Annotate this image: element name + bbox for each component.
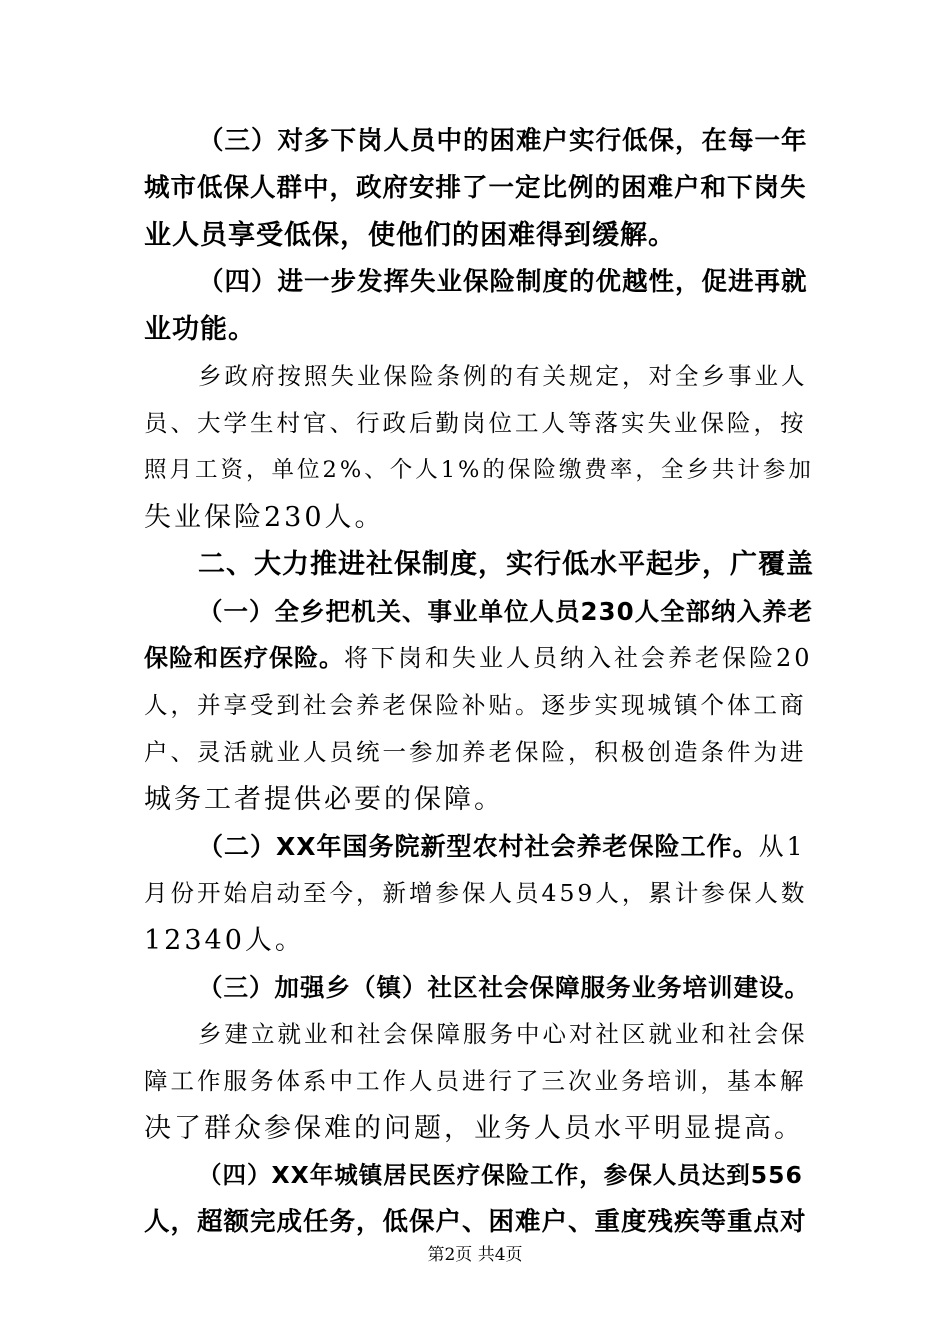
paragraph-line: 乡政府按照失业保险条例的有关规定，对全乡事业人 (198, 362, 808, 390)
paragraph-line: （四）进一步发挥失业保险制度的优越性，促进再就 (198, 267, 808, 297)
paragraph-bold-segment: （二）XX年国务院新型农村社会养老保险工作。 (198, 832, 759, 861)
paragraph-line: 照月工资，单位2%、个人1%的保险缴费率，全乡共计参加 (144, 457, 814, 483)
paragraph-line: 决了群众参保难的问题，业务人员水平明显提高。 (144, 1113, 804, 1144)
page-number-footer: 第2页 共4页 (427, 1245, 523, 1265)
paragraph-line: （一）全乡把机关、事业单位人员230人全部纳入养老 (198, 597, 814, 626)
paragraph-line: 月份开始启动至今，新增参保人员459人，累计参保人数 (144, 879, 808, 907)
paragraph-plain-segment: 将下岗和失业人员纳入社会养老保险20 (344, 644, 813, 672)
document-body (144, 118, 814, 1246)
paragraph-line: （三）加强乡（镇）社区社会保障服务业务培训建设。 (198, 973, 810, 1002)
paragraph-line: 城市低保人群中，政府安排了一定比例的困难户和下岗失 (144, 173, 807, 203)
paragraph-plain-segment: 从1 (758, 832, 806, 861)
paragraph-line: 业功能。 (144, 314, 256, 345)
paragraph-line: 城务工者提供必要的保障。 (144, 784, 504, 815)
paragraph-line: 12340人。 (144, 925, 305, 956)
paragraph-line: 人，超额完成任务，低保户、困难户、重度残疾等重点对 (144, 1207, 807, 1237)
paragraph-line (144, 635, 814, 682)
paragraph-bold-segment: 保险和医疗保险。 (144, 644, 344, 672)
paragraph-line: 员、大学生村官、行政后勤岗位工人等落实失业保险，按 (144, 409, 807, 437)
paragraph-line: 业人员享受低保，使他们的困难得到缓解。 (144, 220, 676, 251)
paragraph-line: （三）对多下岗人员中的困难户实行低保，在每一年 (198, 126, 808, 156)
paragraph-line: 障工作服务体系中工作人员进行了三次业务培训，基本解 (144, 1067, 807, 1095)
paragraph-line: 人，并享受到社会养老保险补贴。逐步实现城镇个体工商 (144, 691, 807, 719)
paragraph-line: （四）XX年城镇居民医疗保险工作，参保人员达到556 (198, 1161, 803, 1189)
paragraph-line: 失业保险230人。 (144, 502, 385, 533)
paragraph-line: 乡建立就业和社会保障服务中心对社区就业和社会保 (198, 1020, 808, 1048)
paragraph-line (144, 823, 814, 870)
paragraph-line: 户、灵活就业人员统一参加养老保险，积极创造条件为进 (144, 738, 807, 766)
section-heading: 二、大力推进社保制度，实行低水平起步，广覆盖 (198, 549, 814, 580)
